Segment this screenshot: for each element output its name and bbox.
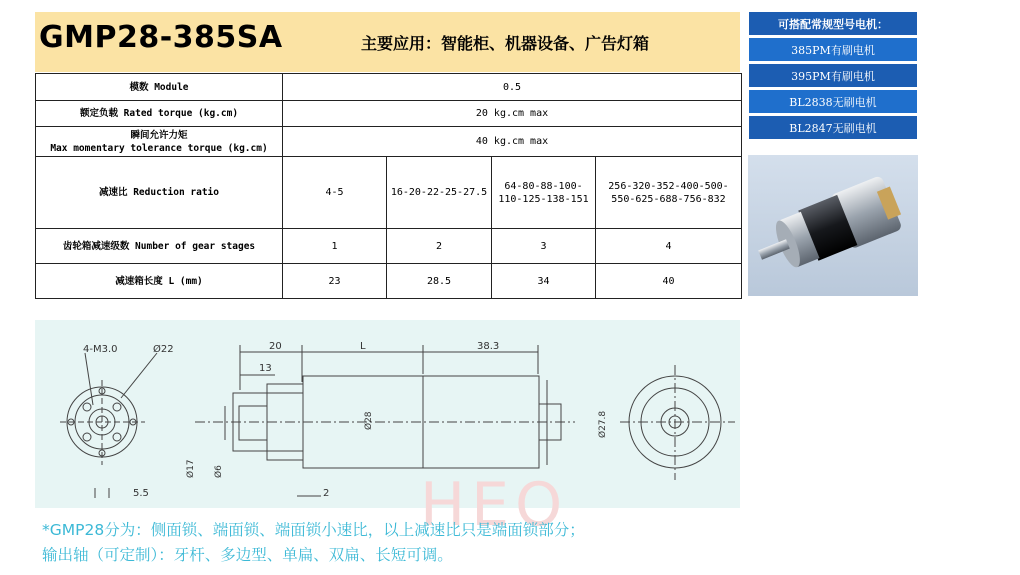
spec-table — [35, 73, 742, 299]
module-value: 0.5 — [283, 74, 742, 101]
thread-label: 4-M3.0 — [83, 344, 118, 355]
max-torque-label-en: Max momentary tolerance torque (kg.cm) — [50, 142, 268, 154]
table-row — [36, 101, 742, 127]
dimension-drawing — [35, 320, 740, 508]
max-torque-label-cn: 瞬间允许力矩 — [130, 129, 188, 141]
note-line-1: *GMP28分为：侧面锁、端面锁、端面锁小速比，以上减速比只是端面锁部分； — [42, 521, 585, 539]
application-text: 主要应用：智能柜、机器设备、广告灯箱 — [361, 34, 650, 53]
motors-title: 可搭配常规型号电机： — [748, 11, 918, 36]
product-header — [35, 12, 740, 72]
length-2: 28.5 — [387, 264, 492, 299]
dia-28-label: Ø28 — [364, 411, 374, 430]
gear-stages-label: 齿轮箱减速级数 Number of gear stages — [36, 229, 283, 264]
rated-torque-value: 20 kg.cm max — [283, 101, 742, 127]
motor-item: BL2838无刷电机 — [748, 89, 918, 114]
motor-item: 395PM有刷电机 — [748, 63, 918, 88]
compatible-motors-panel — [748, 11, 918, 141]
ratio-stage-3: 64-80-88-100-110-125-138-151 — [492, 157, 596, 229]
technical-drawing — [35, 320, 740, 508]
length-label: 减速箱长度 L (mm) — [36, 264, 283, 299]
reduction-ratio-label: 减速比 Reduction ratio — [36, 157, 283, 229]
length-1: 23 — [283, 264, 387, 299]
dia-278-label: Ø27.8 — [598, 410, 608, 438]
watermark: HEO — [420, 470, 569, 540]
gear-stages-4: 4 — [596, 229, 742, 264]
dim-l-label: L — [360, 341, 366, 352]
dim-13-label: 13 — [259, 363, 272, 374]
dim-2-label: 2 — [323, 488, 330, 499]
dim-38-label: 38.3 — [477, 341, 500, 352]
model-title: GMP28-385SA — [39, 20, 283, 55]
motor-item: BL2847无刷电机 — [748, 115, 918, 140]
dia-6-label: Ø6 — [214, 465, 224, 478]
dia-17-label: Ø17 — [186, 459, 196, 478]
table-row — [36, 157, 742, 229]
gear-stages-2: 2 — [387, 229, 492, 264]
length-4: 40 — [596, 264, 742, 299]
module-label: 模数 Module — [36, 74, 283, 101]
gearmotor-illustration — [748, 155, 918, 296]
notes-block — [42, 518, 585, 568]
length-3: 34 — [492, 264, 596, 299]
note-line-2: 输出轴（可定制）：牙杆、多边型、单扁、双扁、长短可调。 — [42, 546, 453, 564]
dim-20-label: 20 — [269, 341, 282, 352]
ratio-stage-1: 4-5 — [283, 157, 387, 229]
table-row — [36, 74, 742, 101]
max-torque-label — [36, 127, 283, 157]
dim-55-label: 5.5 — [133, 488, 149, 499]
gear-stages-3: 3 — [492, 229, 596, 264]
product-photo — [748, 155, 918, 296]
table-row — [36, 127, 742, 157]
rated-torque-label: 额定负载 Rated torque (kg.cm) — [36, 101, 283, 127]
ratio-stage-2: 16-20-22-25-27.5 — [387, 157, 492, 229]
max-torque-value: 40 kg.cm max — [283, 127, 742, 157]
gear-stages-1: 1 — [283, 229, 387, 264]
pcd-label: Ø22 — [153, 344, 174, 355]
table-row — [36, 229, 742, 264]
ratio-stage-4: 256-320-352-400-500-550-625-688-756-832 — [596, 157, 742, 229]
table-row — [36, 264, 742, 299]
motor-item: 385PM有刷电机 — [748, 37, 918, 62]
